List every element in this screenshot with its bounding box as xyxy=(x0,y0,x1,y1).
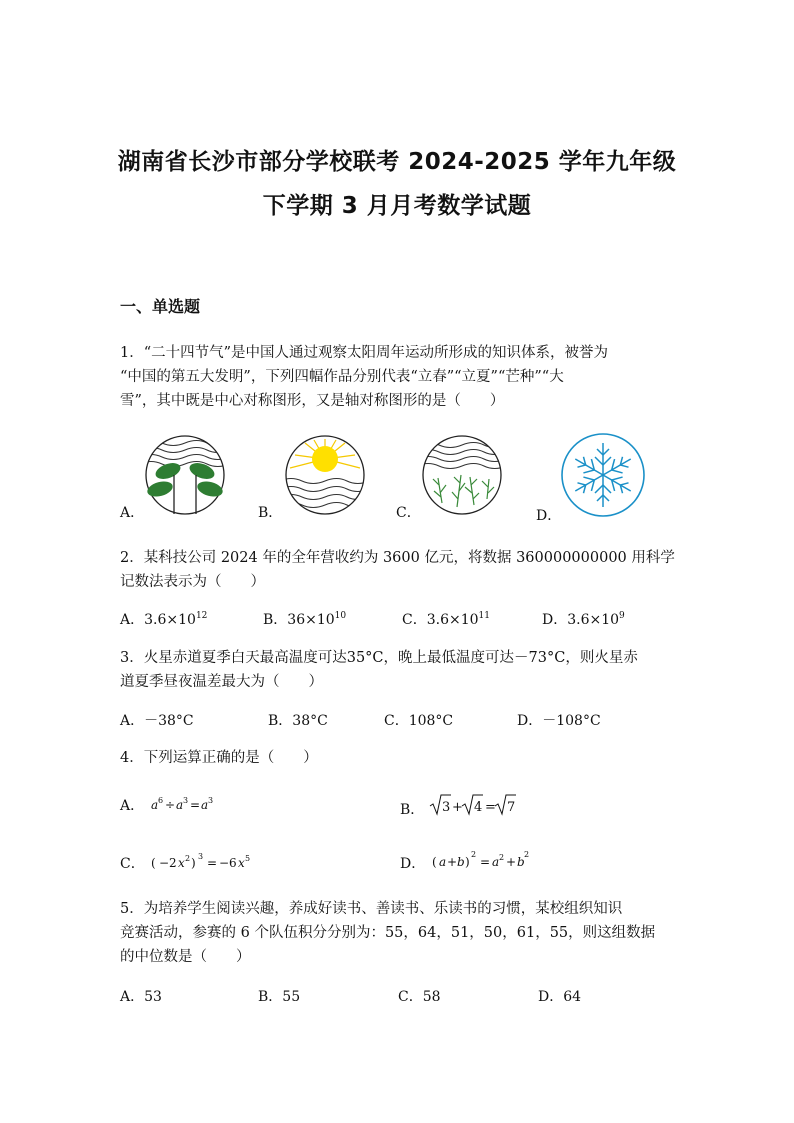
option-base: 3.6×10 xyxy=(426,612,479,628)
question-1-line-2: “中国的第五大发明”，下列四幅作品分别代表“立春”“立夏”“芒种”“大 xyxy=(120,369,564,385)
svg-text:a: a xyxy=(175,798,183,812)
document-title-line-2: 下学期 3 月月考数学试题 xyxy=(262,193,532,219)
formula-c-image xyxy=(149,850,279,874)
question-5-text xyxy=(120,897,680,969)
svg-text:+: + xyxy=(446,855,457,869)
svg-text:x: x xyxy=(238,856,245,870)
svg-text:b: b xyxy=(456,855,465,869)
question-5-option-a: A．53 xyxy=(120,989,162,1005)
svg-text:7: 7 xyxy=(506,800,516,815)
svg-text:=: = xyxy=(207,856,218,870)
question-5-option-d: D．64 xyxy=(538,989,582,1005)
question-3-line-1: 3．火星赤道夏季白天最高温度可达35°C，晚上最低温度可达－73°C，则火星赤 xyxy=(120,650,638,666)
option-label: D． xyxy=(542,612,568,628)
svg-text:2: 2 xyxy=(523,850,529,859)
option-exponent: 11 xyxy=(478,611,490,621)
question-2-line-1: 2．某科技公司 2024 年的全年营收约为 3600 亿元，将数据 360000000000 用科学 xyxy=(120,550,675,566)
figure-d-daxue-snowflake-icon xyxy=(558,430,648,520)
question-1-line-3: 雪”，其中既是中心对称图形，又是轴对称图形的是（ ） xyxy=(120,393,505,409)
formula-a-image xyxy=(149,794,229,816)
question-1-option-d-label: D． xyxy=(536,508,562,524)
question-3-option-d: D．－108°C xyxy=(517,713,601,729)
svg-text:2: 2 xyxy=(470,850,476,859)
question-4-text xyxy=(120,746,680,770)
svg-text:2: 2 xyxy=(498,853,504,862)
svg-text:5: 5 xyxy=(245,854,251,863)
question-5-line-1: 5．为培养学生阅读兴趣，养成好读书、善读书、乐读书的习惯，某校组织知识 xyxy=(120,901,623,917)
option-label: B． xyxy=(400,802,425,818)
svg-text:3: 3 xyxy=(207,796,213,805)
question-1-option-b-label: B． xyxy=(258,505,283,521)
svg-text:4: 4 xyxy=(473,800,483,815)
svg-text:+: + xyxy=(451,800,463,815)
svg-text:=: = xyxy=(479,855,490,869)
question-1-option-a-label: A． xyxy=(120,505,145,521)
svg-text:a: a xyxy=(491,855,499,869)
svg-text:3: 3 xyxy=(441,800,451,815)
svg-text:6: 6 xyxy=(157,796,163,805)
option-label: D． xyxy=(400,856,426,872)
figure-b-lixia-sun-icon xyxy=(280,433,370,519)
question-5-line-2: 竞赛活动，参赛的 6 个队伍积分分别为：55，64，51，50，61，55，则这组数据 xyxy=(120,925,656,941)
question-2-text xyxy=(120,546,680,594)
question-3-line-2: 道夏季昼夜温差最大为（ ） xyxy=(120,674,323,690)
option-base: 36×10 xyxy=(287,612,335,628)
question-3-option-a: A．－38°C xyxy=(120,713,194,729)
svg-text:−2: −2 xyxy=(159,856,177,870)
section-heading: 一、单选题 xyxy=(120,297,201,316)
figure-c-mangzhong-grain-icon xyxy=(417,433,507,519)
question-4-line-1: 4．下列运算正确的是（ ） xyxy=(120,750,318,766)
question-1-line-1: 1．“二十四节气”是中国人通过观察太阳周年运动所形成的知识体系，被誉为 xyxy=(120,345,609,361)
svg-text:÷: ÷ xyxy=(164,798,175,812)
svg-text:=: = xyxy=(189,798,200,812)
svg-text:=: = xyxy=(484,800,496,815)
svg-text:b: b xyxy=(516,855,525,869)
formula-d-image xyxy=(430,848,556,874)
svg-text:+: + xyxy=(505,855,516,869)
option-base: 3.6×10 xyxy=(144,612,196,628)
option-label: A． xyxy=(120,798,145,814)
svg-text:a: a xyxy=(200,798,208,812)
svg-text:): ) xyxy=(191,856,196,870)
question-4-option-d xyxy=(400,848,556,874)
svg-text:(: ( xyxy=(431,855,437,869)
svg-text:x: x xyxy=(178,856,185,870)
svg-text:3: 3 xyxy=(198,852,204,861)
svg-text:): ) xyxy=(464,855,470,869)
question-2-line-2: 记数法表示为（ ） xyxy=(120,574,265,590)
option-exponent: 9 xyxy=(619,611,625,621)
option-base: 3.6×10 xyxy=(567,612,620,628)
question-4-option-c xyxy=(120,850,279,874)
svg-text:a: a xyxy=(150,798,158,812)
question-1-text xyxy=(120,341,680,413)
svg-text:a: a xyxy=(438,855,446,869)
question-3-text xyxy=(120,646,680,694)
option-exponent: 10 xyxy=(334,611,347,621)
svg-text:(: ( xyxy=(151,856,156,870)
option-label: C． xyxy=(120,856,145,872)
question-5-option-c: C．58 xyxy=(398,989,441,1005)
question-2-option-d xyxy=(542,609,625,629)
option-label: C． xyxy=(402,612,427,628)
question-2-option-a xyxy=(120,609,207,629)
option-label: B． xyxy=(263,612,288,628)
question-2-option-c xyxy=(402,609,490,629)
figure-a-lichun-sprout-icon xyxy=(140,433,230,519)
question-3-option-b: B．38°C xyxy=(268,713,328,729)
question-4-option-a xyxy=(120,794,229,816)
question-3-option-c: C．108°C xyxy=(384,713,454,729)
question-2-option-b xyxy=(263,609,346,629)
formula-b-image xyxy=(429,792,521,818)
svg-text:3: 3 xyxy=(182,796,188,805)
svg-text:2: 2 xyxy=(185,854,191,863)
question-5-option-b: B．55 xyxy=(258,989,301,1005)
svg-text:−6: −6 xyxy=(219,856,237,870)
question-5-line-3: 的中位数是（ ） xyxy=(120,949,251,965)
option-label: A． xyxy=(120,612,145,628)
question-1-option-c-label: C． xyxy=(396,505,421,521)
document-title-line-1: 湖南省长沙市部分学校联考 2024-2025 学年九年级 xyxy=(117,149,677,175)
option-exponent: 12 xyxy=(195,611,208,621)
question-4-option-b xyxy=(400,792,521,819)
